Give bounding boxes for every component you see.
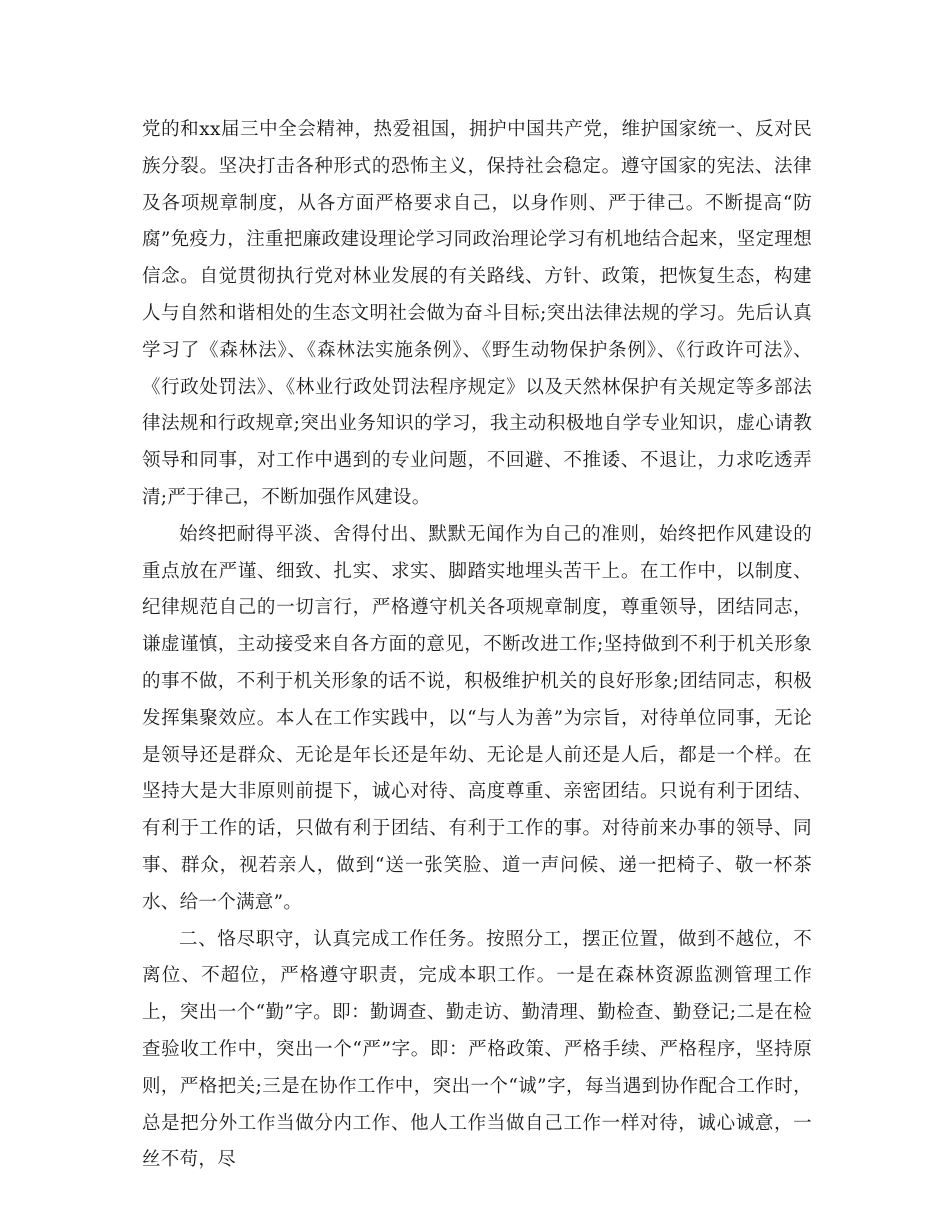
paragraph-2: 始终把耐得平淡、舍得付出、默默无闻作为自己的准则，始终把作风建设的重点放在严谨、细致、扎实、求实、脚踏实地埋头苦干上。在工作中，以制度、纪律规范自己的一切言行，严格遵守机关各项规章制度，尊重领导，团结同志，谦虚谨慎，主动接受来自各方面的意见，不断改进工作;坚持做到不利于机关形象的事不做，不利于机关形象的话不说，积极维护机关的良好形象;团结同志，积极发挥集聚效应。本人在工作实践中，以“与人为善”为宗旨，对待单位同事，无论是领导还是群众、无论是年长还是年幼、无论是人前还是人后，都是一个样。在坚持大是大非原则前提下，诚心对待、高度尊重、亲密团结。只说有利于团结、有利于工作的话，只做有利于团结、有利于工作的事。对待前来办事的领导、同事、群众，视若亲人，做到“送一张笑脸、道一声问候、递一把椅子、敬一杯茶水、给一个满意”。 <box>142 523 812 913</box>
paragraph-3: 二、恪尽职守，认真完成工作任务。按照分工，摆正位置，做到不越位，不离位、不超位，严格遵守职责，完成本职工作。一是在森林资源监测管理工作上，突出一个“勤”字。即：勤调查、勤走访、勤清理、勤检查、勤登记;二是在检查验收工作中，突出一个“严”字。即：严格政策、严格手续、严格程序，坚持原则，严格把关;三是在协作工作中，突出一个“诚”字，每当遇到协作配合工作时，总是把分外工作当做分内工作、他人工作当做自己工作一样对待，诚心诚意，一丝不苟，尽 <box>142 928 812 1171</box>
document-body <box>142 112 812 1179</box>
paragraph-1: 党的和xx届三中全会精神，热爱祖国，拥护中国共产党，维护国家统一、反对民族分裂。坚决打击各种形式的恐怖主义，保持社会稳定。遵守国家的宪法、法律及各项规章制度，从各方面严格要求自己，以身作则、严于律己。不断提高“防腐”免疫力，注重把廉政建设理论学习同政治理论学习有机地结合起来，坚定理想信念。自觉贯彻执行党对林业发展的有关路线、方针、政策，把恢复生态，构建人与自然和谐相处的生态文明社会做为奋斗目标;突出法律法规的学习。先后认真学习了《森林法》、《森林法实施条例》、《野生动物保护条例》、《行政许可法》、《行政处罚法》、《林业行政处罚法程序规定》以及天然林保护有关规定等多部法律法规和行政规章;突出业务知识的学习，我主动积极地自学专业知识，虚心请教领导和同事，对工作中遇到的专业问题，不回避、不推诿、不退让，力求吃透弄清;严于律己，不断加强作风建设。 <box>142 119 812 508</box>
